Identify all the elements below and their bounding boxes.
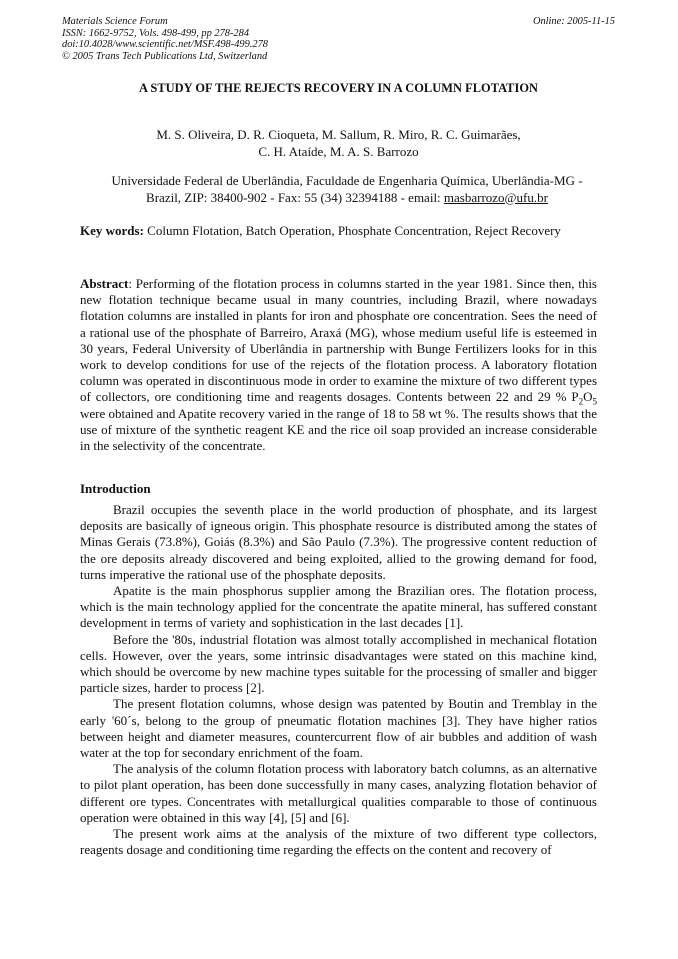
issn-line: ISSN: 1662-9752, Vols. 498-499, pp 278-284 xyxy=(62,27,250,39)
journal-header xyxy=(62,16,615,62)
journal-name: Materials Science Forum xyxy=(62,16,168,27)
introduction-body xyxy=(80,502,597,858)
affiliation-line-1: Universidade Federal de Uberlândia, Faculdade de Engenharia Química, Uberlândia-MG - xyxy=(111,173,583,188)
abstract-text-mid: O xyxy=(583,389,593,405)
intro-paragraph: The present work aims at the analysis of the mixture of two different type collectors, reagents dosage and conditioning time regarding the effects on the content and recovery of xyxy=(80,826,597,858)
intro-paragraph: Apatite is the main phosphorus supplier among the Brazilian ores. The flotation process, which is the main technology applied for the concentrate the apatite mineral, has suffered constant development in terms of variety and sophistication in the last decades [1]. xyxy=(80,583,597,631)
paper-title: A STUDY OF THE REJECTS RECOVERY IN A COLUMN FLOTATION xyxy=(138,81,539,95)
online-date: Online: 2005-11-15 xyxy=(532,16,615,27)
affiliation xyxy=(92,173,602,206)
keywords xyxy=(80,223,610,239)
intro-paragraph: Brazil occupies the seventh place in the world production of phosphate, and its largest deposits are basically of igneous origin. This phosphate resource is distributed among the states of Minas Gerais (73.8%), Goiás (8.3%) and São Paulo (7.3%). The progressive content reduction of the ore deposits already discovered and being exploited, allied to the growing demand for food, turns imperative the rational use of the phosphate deposits. xyxy=(80,502,597,582)
keywords-text: Column Flotation, Batch Operation, Phosphate Concentration, Reject Recovery xyxy=(143,223,561,238)
authors-line-2: C. H. Ataíde, M. A. S. Barrozo xyxy=(258,143,419,159)
abstract-sub-2: 5 xyxy=(592,397,597,408)
abstract-label: Abstract xyxy=(80,276,129,291)
introduction-heading: Introduction xyxy=(80,481,151,496)
affiliation-contact: Brazil, ZIP: 38400-902 - Fax: 55 (34) 32394188 - email: xyxy=(146,189,444,205)
intro-paragraph: The present flotation columns, whose design was patented by Boutin and Tremblay in the early '60´s, belong to the group of pneumatic flotation machines [3]. They have higher ratios between height and diameter measures, countercurrent flow of air bubbles and addition of wash water at the top for secondary enrichment of the foam. xyxy=(80,696,597,761)
author-list xyxy=(62,127,615,160)
affiliation-line-2 xyxy=(92,190,602,207)
doi-line: doi:10.4028/www.scientific.net/MSF.498-499.278 xyxy=(62,39,268,51)
email-link[interactable]: masbarrozo@ufu.br xyxy=(443,189,548,205)
abstract-text-1: : Performing of the flotation process in columns started in the year 1981. Since then, this new flotation technique became usual in many countries, including Brazil, where nowadays flotation columns are installed in plants for iron and phosphate ore concentration. Sees the need of a rational use of the phosphate of Barreiro, Araxá (MG), whose medium useful life is esteemed in 30 years, Federal University of Uberlândia in partnership with Bunge Fertilizers looks for in this work to develop conditions for use of the rejects of the flotation process. A laboratory flotation column was operated in discontinuous mode in order to examine the mixture of two different types of collectors, ore conditioning time and reagents dosages. Contents between 22 and 29 % P xyxy=(80,276,597,405)
keywords-label: Key words: xyxy=(80,223,144,238)
intro-paragraph: Before the '80s, industrial flotation was almost totally accomplished in mechanical flotation cells. However, over the years, some intrinsic disadvantages were stated on this machine kind, which should be overcome by new machine types suitable for the processing of smaller and bigger particle sizes, harder to process [2]. xyxy=(80,631,597,696)
abstract xyxy=(80,276,597,454)
intro-paragraph: The analysis of the column flotation process with laboratory batch columns, as an alternative to pilot plant operation, has been done successfully in many cases, analyzing flotation behavior of different ore types. Concentrates with metallurgical qualities comparable to those of continuous operation were obtained in this way [4], [5] and [6]. xyxy=(80,761,597,825)
abstract-sub-1: 2 xyxy=(578,397,584,408)
authors-line-1: M. S. Oliveira, D. R. Cioqueta, M. Sallum, R. Miro, R. C. Guimarães, xyxy=(156,127,521,142)
copyright-line: © 2005 Trans Tech Publications Ltd, Switzerland xyxy=(62,50,268,62)
abstract-text-2: were obtained and Apatite recovery varied in the range of 18 to 58 wt %. The results shows that the use of mixture of the synthetic reagent KE and the rice oil soap provided an increase considerable in the selectivity of the concentrate. xyxy=(80,405,597,454)
